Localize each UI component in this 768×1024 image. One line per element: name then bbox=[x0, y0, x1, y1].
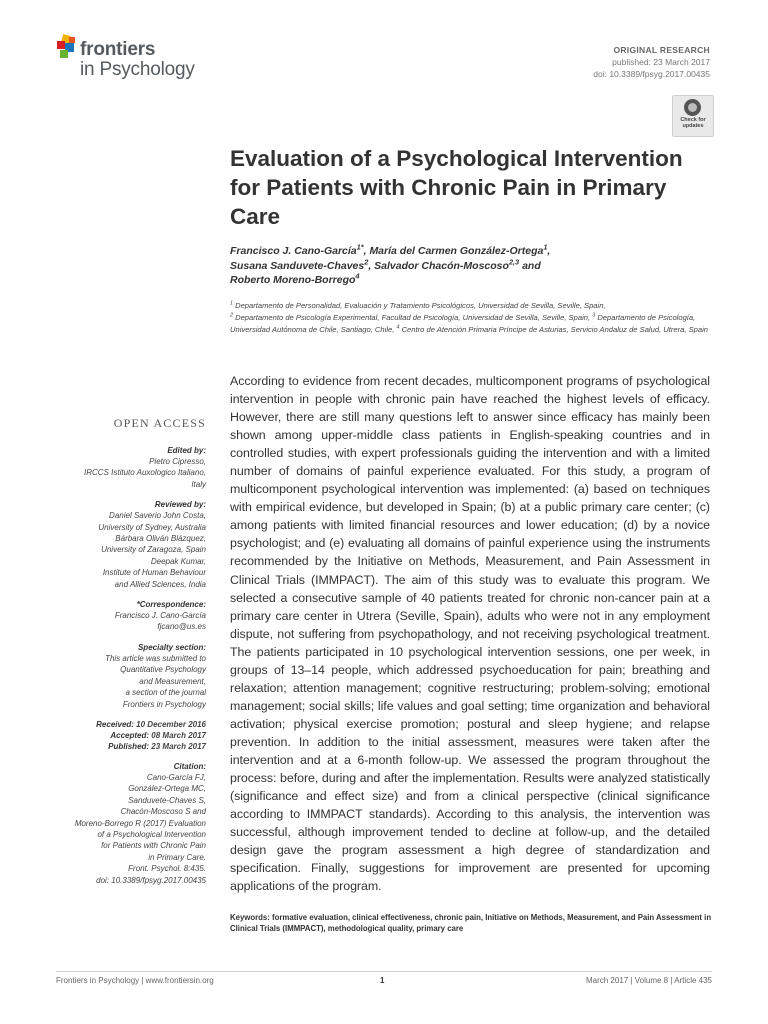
footer-issue-info: March 2017 | Volume 8 | Article 435 bbox=[585, 976, 712, 985]
footer-journal-link[interactable]: Frontiers in Psychology | www.frontiersin.org bbox=[56, 976, 214, 985]
article-type: ORIGINAL RESEARCH bbox=[613, 45, 710, 55]
affiliation: Departamento de Personalidad, Evaluación y Tratamiento Psicológicos, Universidad de Sevilla, Seville, Spain, bbox=[235, 301, 606, 310]
journal-name-line1: frontiers bbox=[80, 39, 156, 60]
footer-divider bbox=[56, 971, 712, 972]
edited-by-text: Pietro Cipresso, IRCCS Istituto Auxologico Italiano, Italy bbox=[84, 457, 206, 489]
journal-name-line2: in Psychology bbox=[80, 59, 195, 80]
citation-label: Citation: bbox=[173, 761, 206, 771]
correspondence-label: *Correspondence: bbox=[136, 600, 206, 610]
page-number: 1 bbox=[380, 976, 385, 985]
author-list: Francisco J. Cano-García$^{1*}$, María del Carmen González-Ortega$^1$, Susana Sanduvete-Chaves$^2$, Salvador Chacón-Moscoso$^{2,3}$ and Roberto Moreno-Borrego$^4$ bbox=[230, 242, 551, 286]
reviewed-by-text: Daniel Saverio John Costa, University of Sydney, Australia Bárbara Oliván Blázquez, University of Zaragoza, Spain Deepak Kumar, Institute of Human Behaviour and Allied Sciences, India bbox=[98, 511, 206, 589]
published-label: Published: bbox=[108, 741, 150, 751]
received-label: Received: bbox=[96, 719, 134, 729]
specialty-section-text: This article was submitted to Quantitative Psychology and Measurement, a section of the journal Frontiers in Psychology bbox=[105, 653, 206, 709]
check-updates-icon bbox=[684, 99, 701, 116]
affiliation: Departamento de Psicología, Universidad Autónoma de Chile, Santiago, Chile, bbox=[230, 313, 696, 334]
frontiers-logo-icon bbox=[56, 34, 78, 62]
specialty-section-label: Specialty section: bbox=[137, 642, 206, 652]
keywords: Keywords: formative evaluation, clinical effectiveness, chronic pain, Initiative on Methods, Measurement, and Pain Assessment in Clinical Trials (IMMPACT), methodological quality, primary care bbox=[230, 913, 712, 933]
accepted-label: Accepted: bbox=[110, 730, 150, 740]
article-meta bbox=[593, 44, 710, 80]
published-date: published: 23 March 2017 bbox=[612, 57, 710, 67]
citation-text: Cano-García FJ, González-Ortega MC, Sanduvete-Chaves S, Chacón-Moscoso S and Moreno-Borrego R (2017) Evaluation of a Psychological Intervention for Patients with Chronic Pain in Primary Care. Front. Psychol. 8:435. doi: 10.3389/fpsyg.2017.00435 bbox=[74, 772, 206, 885]
author[interactable]: Salvador Chacón-Moscoso$^{2,3}$ bbox=[374, 257, 520, 272]
accepted-date: 08 March 2017 bbox=[151, 730, 206, 740]
published-date-sidebar: 23 March 2017 bbox=[151, 741, 206, 751]
author[interactable]: Francisco J. Cano-García$^{1*}$ bbox=[230, 242, 364, 257]
open-access-label: OPEN ACCESS bbox=[113, 416, 206, 430]
received-date: 10 December 2016 bbox=[136, 719, 206, 729]
author[interactable]: Roberto Moreno-Borrego$^4$ bbox=[230, 271, 360, 286]
affiliation: Centro de Atención Primaria Príncipe de Asturias, Servicio Andaluz de Salud, Utrera, Spain bbox=[401, 325, 709, 334]
journal-logo[interactable] bbox=[56, 34, 216, 84]
affiliations: $^1$ Departamento de Personalidad, Evaluación y Tratamiento Psicológicos, Universidad de Sevilla, Seville, Spain, $^2$ Departamento de Psicología Experimental, Facultad de Psicología, Universidad de Sevilla, Seville, Spain, $^3$ Departamento de Psicología, Universidad Autónoma de Chile, Santiago, Chile, $^4$ Centro de Atención Primaria Príncipe de Asturias, Servicio Andaluz de Salud, Utrera, Spain bbox=[230, 300, 709, 334]
edited-by-label: Edited by: bbox=[167, 446, 206, 455]
abstract-text: According to evidence from recent decades, multicomponent programs of psychological intervention in people with chronic pain have reached the highest levels of efficacy. However, there are still many questions left to answer since efficacy has mainly been shown among upper-middle class patients in English-speaking countries and in controlled studies, with expert professionals guiding the intervention and with a limited number of domains of painful experience evaluated. For this study, a program of multicomponent psychological intervention was implemented: (a) based on techniques with empirical evidence, but developed in Spain; (b) at a public primary care center; (c) among patients with limited financial resources and lower education; (d) by a novice psychologist; and (e) evaluating all domains of painful experience using the instruments recommended by the Initiative on Methods, Measurement, and Pain Assessment in Clinical Trials (IMMPACT). The aim of this study was to evaluate this program. We selected a consecutive sample of 40 patients treated for chronic non-cancer pain at a primary care center in Utrera (Seville, Spain), adults who were not in any employment dispute, not suffering from psychopathology, and not receiving psychological treatment. The patients participated in 10 psychological intervention sessions, one per week, in groups of 13–14 people, which addressed psychoeducation for pain; breathing and relaxation; attention management; cognitive restructuring; problem-solving; emotional management; social skills; life values and goal setting; time organization and behavioral activation; physical exercise promotion; postural and sleep hygiene; and relapse prevention. In addition to the initial assessment, measures were taken after the intervention and at a 6-month follow-up. We assessed the program throughout the process: before, during and after the implementation. Results were analyzed statistically (significance and effect size) and from a clinical perspective (clinical significance according to IMMPACT standards). According to this analysis, the intervention was successful, although improvement tended to decline at follow-up, and the detailed design gave the program assessment a high degree of standardization and specification. Finally, suggestions for improvement are presented for upcoming applications of the program. bbox=[230, 374, 710, 894]
doi[interactable]: doi: 10.3389/fpsyg.2017.00435 bbox=[593, 69, 710, 79]
article-title: Evaluation of a Psychological Intervention for Patients with Chronic Pain in Primary Care bbox=[230, 146, 683, 229]
check-badge-line1: Check for bbox=[680, 117, 706, 123]
check-for-updates-badge[interactable] bbox=[672, 95, 714, 137]
author[interactable]: María del Carmen González-Ortega$^1$ bbox=[369, 242, 548, 257]
affiliation: Departamento de Psicología Experimental, Facultad de Psicología, Universidad de Sevilla, Seville, Spain, bbox=[235, 313, 591, 322]
article-info-sidebar bbox=[40, 416, 206, 886]
reviewed-by-label: Reviewed by: bbox=[154, 500, 206, 510]
correspondence-text[interactable]: Francisco J. Cano-García fjcano@us.es bbox=[114, 611, 206, 632]
check-badge-line2: updates bbox=[682, 123, 704, 129]
author[interactable]: Susana Sanduvete-Chaves$^2$ bbox=[230, 257, 369, 272]
dates bbox=[40, 719, 206, 752]
